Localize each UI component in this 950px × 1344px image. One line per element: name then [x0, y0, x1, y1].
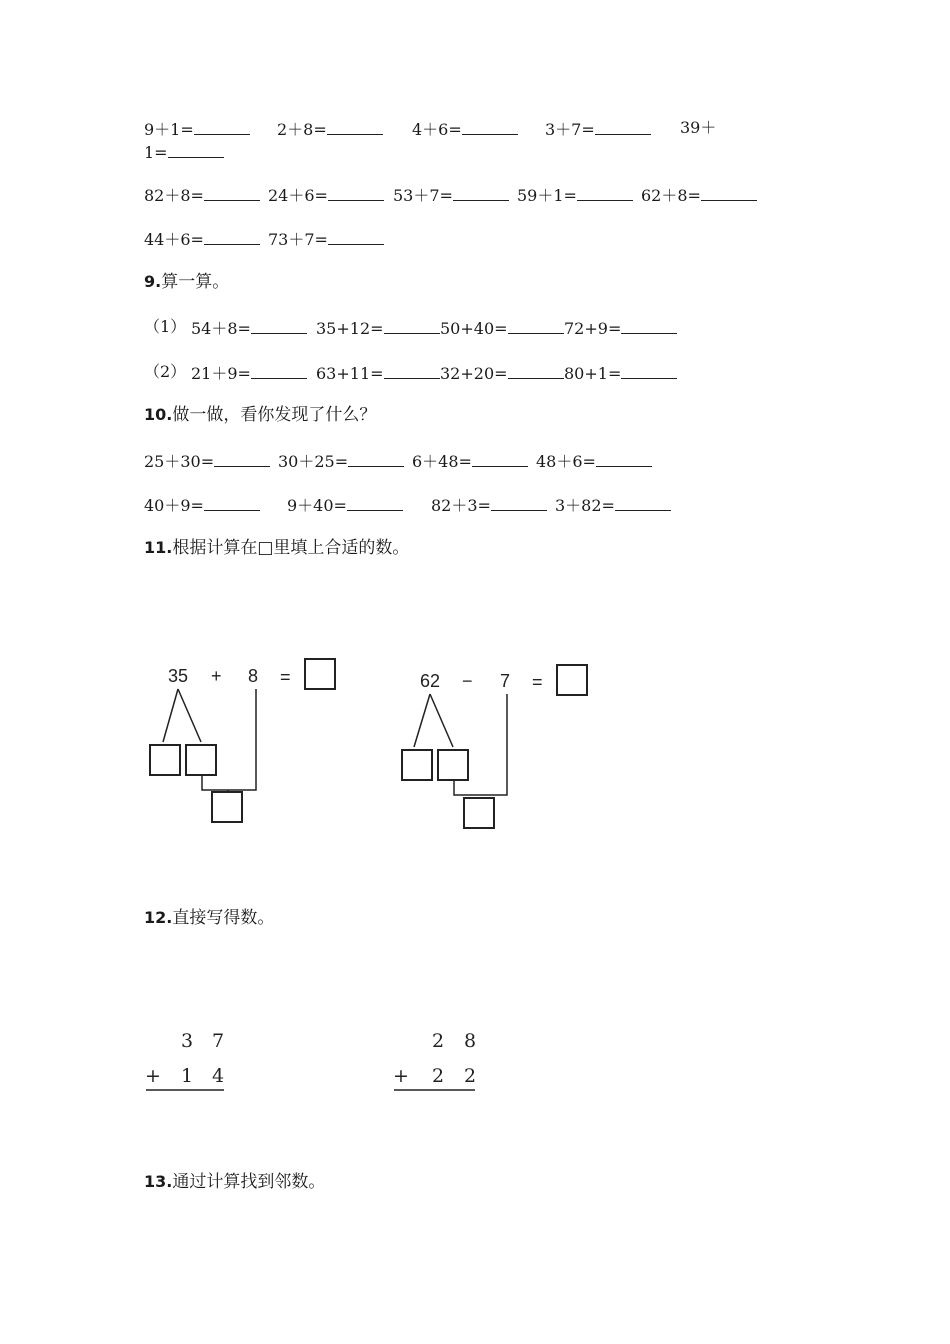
problem: 44＋6= — [144, 228, 260, 250]
question-13-title: 通过计算找到邻数。 — [172, 1172, 326, 1192]
answer-box[interactable] — [305, 659, 335, 689]
problem: 21＋9= — [191, 362, 307, 384]
question-10-title: 做一做，看你发现了什么？ — [172, 405, 377, 425]
problem: 35+12= — [316, 317, 440, 339]
split-line-right — [178, 689, 201, 742]
addend-b: 8 — [248, 666, 259, 686]
problem-row-1-wrap: 1= — [144, 141, 224, 163]
sum-box[interactable] — [212, 792, 242, 822]
problem: 25＋30= — [144, 450, 270, 472]
problem: 48＋6= — [536, 450, 652, 472]
split-line-right — [430, 694, 453, 747]
split-line-left — [163, 689, 178, 742]
digit: 7 — [212, 1030, 225, 1052]
q9-row-2-prefix: （2） — [144, 362, 187, 381]
problem: 59＋1= — [517, 184, 633, 206]
problem: 32+20= — [440, 362, 564, 384]
difference-box[interactable] — [464, 798, 494, 828]
equals-sign: = — [280, 667, 291, 687]
digit: 8 — [464, 1030, 477, 1052]
q9-row-1-prefix: （1） — [144, 317, 187, 336]
problem: 72+9= — [564, 317, 677, 339]
problem: 39＋ — [680, 118, 717, 137]
equals-sign: = — [532, 672, 543, 692]
problem: 9＋40= — [287, 494, 403, 516]
operator: − — [462, 671, 473, 691]
decomposition-diagram-left — [150, 659, 335, 822]
problem: 54＋8= — [191, 317, 307, 339]
split-line-left — [414, 694, 430, 747]
digit: 4 — [212, 1065, 225, 1087]
problem: 6＋48= — [412, 450, 528, 472]
problem: 3＋82= — [555, 494, 671, 516]
problem: 82＋8= — [144, 184, 260, 206]
split-box-2[interactable] — [438, 750, 468, 780]
subtrahend: 7 — [500, 671, 511, 691]
problem: 40＋9= — [144, 494, 260, 516]
question-12-title: 直接写得数。 — [172, 908, 275, 928]
question-9-title: 算一算。 — [161, 272, 230, 292]
problem: 82＋3= — [431, 494, 547, 516]
problem: 80+1= — [564, 362, 677, 384]
problem: 62＋8= — [641, 184, 757, 206]
question-11-heading: 11.根据计算在□里填上合适的数。 — [144, 538, 410, 558]
problem: 2＋8= — [277, 118, 383, 140]
digit: 2 — [432, 1030, 445, 1052]
problem: 50+40= — [440, 317, 564, 339]
question-12-heading: 12.直接写得数。 — [144, 908, 275, 928]
problem: 63+11= — [316, 362, 440, 384]
split-box-2[interactable] — [186, 745, 216, 775]
plus-sign: + — [393, 1065, 409, 1087]
problem: 30＋25= — [278, 450, 404, 472]
minuend: 62 — [420, 671, 441, 691]
problem: 73＋7= — [268, 228, 384, 250]
problem: 3＋7= — [545, 118, 651, 140]
operator: + — [211, 666, 222, 686]
problem: 53＋7= — [393, 184, 509, 206]
digit: 1 — [181, 1065, 194, 1087]
problem: 4＋6= — [412, 118, 518, 140]
problem: 24＋6= — [268, 184, 384, 206]
question-13-heading: 13.通过计算找到邻数。 — [144, 1172, 326, 1192]
digit: 3 — [181, 1030, 194, 1052]
question-10-heading: 10.做一做，看你发现了什么？ — [144, 405, 377, 425]
question-9-heading: 9.算一算。 — [144, 272, 230, 292]
split-box-1[interactable] — [402, 750, 432, 780]
digit: 2 — [432, 1065, 445, 1087]
answer-box[interactable] — [557, 665, 587, 695]
question-11-title: 根据计算在□里填上合适的数。 — [172, 538, 410, 558]
vertical-addition-left — [145, 1030, 224, 1090]
problem: 9＋1= — [144, 118, 250, 140]
vertical-addition-right — [393, 1030, 476, 1090]
plus-sign: + — [145, 1065, 161, 1087]
addend-a: 35 — [168, 666, 189, 686]
decomposition-diagram-right — [402, 665, 587, 828]
split-box-1[interactable] — [150, 745, 180, 775]
digit: 2 — [464, 1065, 477, 1087]
